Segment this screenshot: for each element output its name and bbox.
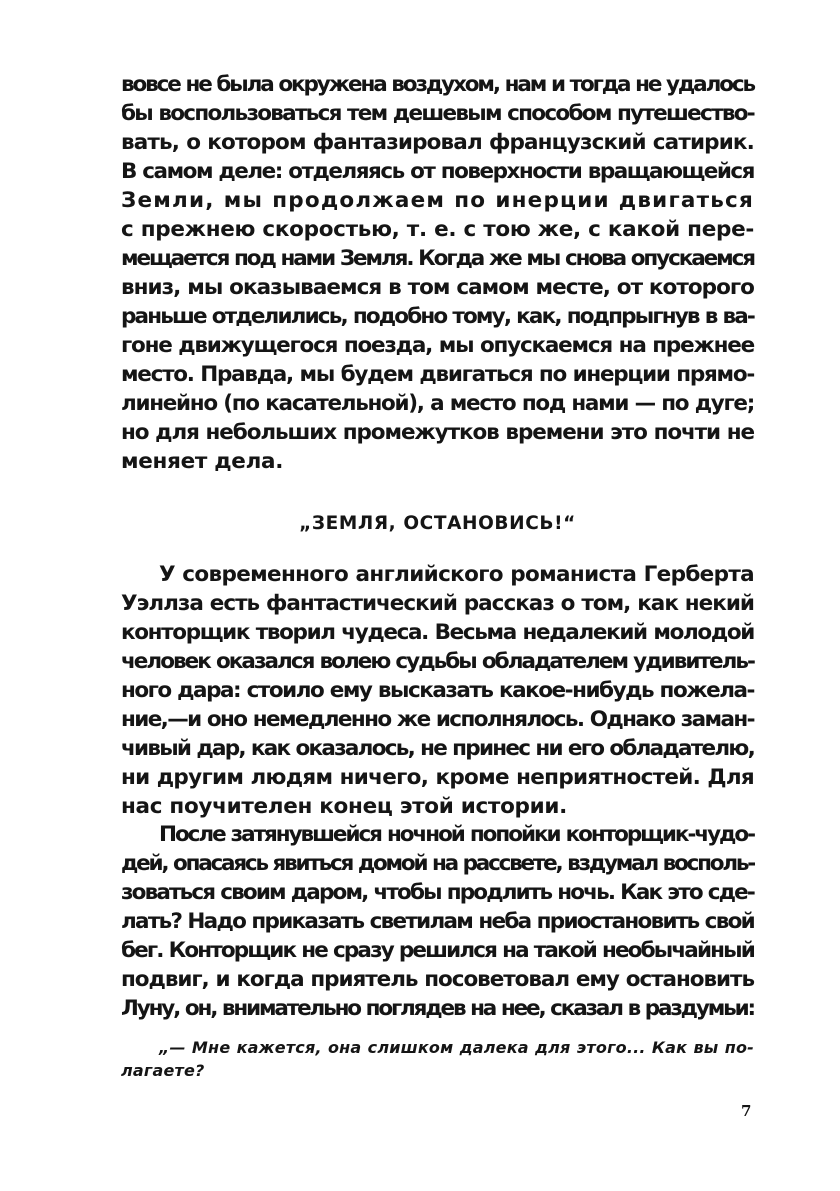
- text-line: вать, о котором фантазировал французский сатирик.: [121, 130, 754, 155]
- text-line: меняет дела.: [121, 449, 284, 474]
- text-line: зоваться своим даром, чтобы продлить ночь. Как это сде-: [121, 880, 754, 905]
- section-heading: „ЗЕМЛЯ, ОСТАНОВИСЬ!“: [299, 513, 576, 534]
- text-line: бы воспользоваться тем дешевым способом путешество-: [121, 101, 754, 126]
- text-line: гоне движущегося поезда, мы опускаемся на прежнее: [121, 333, 754, 358]
- text-line: Уэллза есть фантастический рассказ о том, как некий: [121, 591, 754, 616]
- text-line: ни другим людям ничего, кроме неприятностей. Для: [121, 765, 754, 790]
- footnote-line: „— Мне кажется, она слишком далека для этого... Как вы по-: [159, 1038, 754, 1057]
- text-line: подвиг, и когда приятель посоветовал ему остановить: [121, 967, 754, 992]
- text-line: человек оказался волею судьбы обладателем удивитель-: [121, 649, 754, 674]
- text-line: место. Правда, мы будем двигаться по инерции прямо-: [121, 362, 754, 387]
- text-line: После затянувшейся ночной попойки конторщик-чудо-: [159, 822, 754, 847]
- text-line: Земли, мы продолжаем по инерции двигаться: [121, 188, 754, 213]
- text-line: но для небольших промежутков времени это почти не: [121, 420, 754, 445]
- page-number: 7: [741, 1102, 752, 1120]
- text-line: бег. Конторщик не сразу решился на такой необычайный: [121, 938, 754, 963]
- footnote: [121, 1036, 754, 1082]
- text-line: У современного английского романиста Герберта: [159, 562, 754, 587]
- text-line: вовсе не была окружена воздухом, нам и тогда не удалось: [121, 72, 754, 97]
- paragraph-3: [121, 820, 754, 1023]
- text-line: мещается под нами Земля. Когда же мы снова опускаемся: [121, 246, 754, 271]
- footnote-line: лагаете?: [121, 1061, 205, 1080]
- text-line: ние,—и оно немедленно же исполнялось. Однако заман-: [121, 707, 754, 732]
- text-line: дей, опасаясь явиться домой на рассвете, вздумал восполь-: [121, 851, 754, 876]
- text-line: чивый дар, как оказалось, не принес ни его обладателю,: [121, 736, 754, 761]
- text-line: с прежнею скоростью, т. е. с тою же, с какой пере-: [121, 217, 754, 242]
- text-line: нас поучителен конец этой истории.: [121, 794, 568, 819]
- paragraph-2: [121, 560, 754, 821]
- text-line: В самом деле: отделяясь от поверхности вращающейся: [121, 159, 754, 184]
- paragraph-1: [121, 70, 754, 476]
- text-line: вниз, мы оказываемся в том самом месте, от которого: [121, 275, 754, 300]
- text-line: линейно (по касательной), а место под нами — по дуге;: [121, 391, 754, 416]
- text-line: конторщик творил чудеса. Весьма недалекий молодой: [121, 620, 754, 645]
- text-line: ного дара: стоило ему высказать какое-нибудь пожела-: [121, 678, 754, 703]
- text-line: раньше отделились, подобно тому, как, подпрыгнув в ва-: [121, 304, 754, 329]
- text-line: лать? Надо приказать светилам неба приостановить свой: [121, 909, 754, 934]
- text-line: Луну, он, внимательно поглядев на нее, сказал в раздумьи:: [121, 996, 754, 1021]
